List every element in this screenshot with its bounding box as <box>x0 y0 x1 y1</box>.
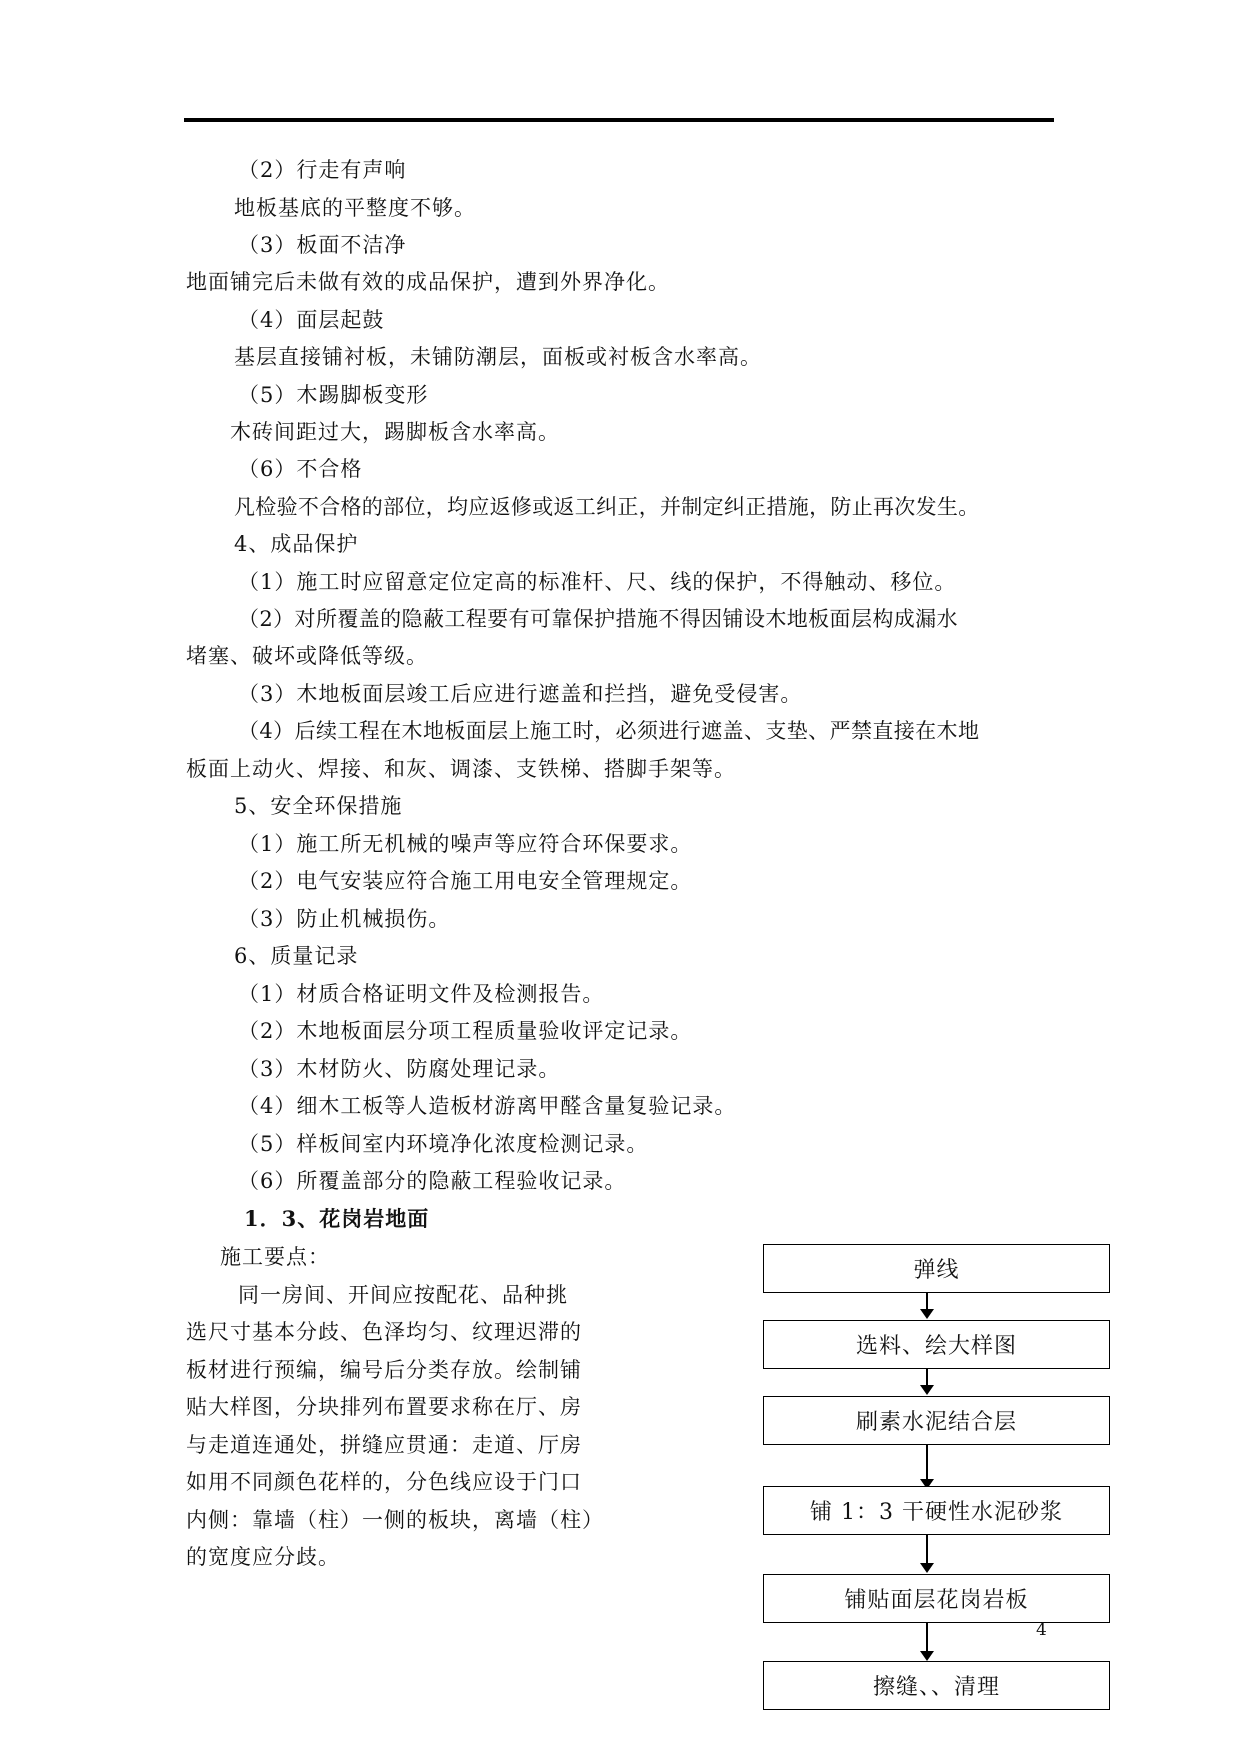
text-line: （3）木地板面层竣工后应进行遮盖和拦挡，避免受侵害。 <box>238 682 803 706</box>
flow-step-grout-clean: 擦缝、、清理 <box>763 1661 1110 1710</box>
text-line: （1）施工所无机械的噪声等应符合环保要求。 <box>238 832 693 856</box>
text-line: （3）木材防火、防腐处理记录。 <box>238 1057 561 1081</box>
flow-arrow-head <box>920 1651 934 1661</box>
text-line: （6）所覆盖部分的隐蔽工程验收记录。 <box>238 1169 627 1193</box>
text-line: （2）木地板面层分项工程质量验收评定记录。 <box>238 1019 693 1043</box>
text-line: 地面铺完后未做有效的成品保护，遭到外界净化。 <box>186 270 670 294</box>
text-line: （6）不合格 <box>238 457 363 481</box>
text-line: 基层直接铺衬板，未铺防潮层，面板或衬板含水率高。 <box>234 345 762 369</box>
text-line: 堵塞、破坏或降低等级。 <box>186 644 428 668</box>
construction-points-line: 内侧：靠墙（柱）一侧的板块，离墙（柱） <box>186 1508 604 1532</box>
text-line: （4）后续工程在木地板面层上施工时，必须进行遮盖、支垫、严禁直接在木地 <box>238 719 980 743</box>
flow-step-cement-bond: 刷素水泥结合层 <box>763 1396 1110 1445</box>
text-line: （1）施工时应留意定位定高的标准杆、尺、线的保护，不得触动、移位。 <box>238 570 957 594</box>
flow-arrow-head <box>920 1563 934 1573</box>
text-line: （5）样板间室内环境净化浓度检测记录。 <box>238 1132 649 1156</box>
flow-arrow-shaft <box>926 1535 928 1565</box>
text-line: 地板基底的平整度不够。 <box>234 196 476 220</box>
construction-points-line: 的宽度应分歧。 <box>186 1545 340 1569</box>
text-line: （3）防止机械损伤。 <box>238 907 451 931</box>
text-line: （3）板面不洁净 <box>238 233 407 257</box>
text-line: （4）细木工板等人造板材游离甲醛含量复验记录。 <box>238 1094 737 1118</box>
flow-arrow-shaft <box>926 1623 928 1653</box>
flow-arrow-shaft <box>926 1445 928 1481</box>
section-heading: 1．3、花岗岩地面 <box>244 1206 430 1231</box>
construction-points-line: 贴大样图，分块排列布置要求称在厅、房 <box>186 1395 582 1419</box>
text-line: 凡检验不合格的部位，均应返修或返工纠正，并制定纠正措施，防止再次发生。 <box>234 495 980 519</box>
text-line: （2）电气安装应符合施工用电安全管理规定。 <box>238 869 693 893</box>
flow-step-select-material: 选料、绘大样图 <box>763 1320 1110 1369</box>
text-line: （2）行走有声响 <box>238 158 407 182</box>
flow-step-lay-mortar: 铺 1：3 干硬性水泥砂浆 <box>763 1486 1110 1535</box>
header-rule <box>184 118 1054 122</box>
construction-points-label: 施工要点： <box>220 1245 330 1269</box>
text-line: （2）对所覆盖的隐蔽工程要有可靠保护措施不得因铺设木地板面层构成漏水 <box>238 607 958 631</box>
text-line: 6、质量记录 <box>234 944 359 968</box>
text-line: （4）面层起鼓 <box>238 308 385 332</box>
flow-arrow-head <box>920 1309 934 1319</box>
flow-step-lay-granite: 铺贴面层花岗岩板 <box>763 1574 1110 1623</box>
text-line: 板面上动火、焊接、和灰、调漆、支铁梯、搭脚手架等。 <box>186 757 736 781</box>
construction-points-line: 同一房间、开间应按配花、品种挑 <box>238 1283 568 1307</box>
text-line: （5）木踢脚板变形 <box>238 383 429 407</box>
construction-points-line: 与走道连通处，拼缝应贯通：走道、厅房 <box>186 1433 582 1457</box>
flow-step-snap-line: 弹线 <box>763 1244 1110 1293</box>
page-number: 4 <box>1036 1620 1047 1640</box>
construction-points-line: 板材进行预编，编号后分类存放。绘制铺 <box>186 1358 582 1382</box>
construction-points-line: 如用不同颜色花样的，分色线应设于门口 <box>186 1470 582 1494</box>
text-line: 5、安全环保措施 <box>234 794 403 818</box>
construction-points-line: 选尺寸基本分歧、色泽均匀、纹理迟滞的 <box>186 1320 582 1344</box>
text-line: （1）材质合格证明文件及检测报告。 <box>238 982 605 1006</box>
flow-arrow-head <box>920 1385 934 1395</box>
text-line: 木砖间距过大，踢脚板含水率高。 <box>230 420 560 444</box>
text-line: 4、成品保护 <box>234 532 359 556</box>
